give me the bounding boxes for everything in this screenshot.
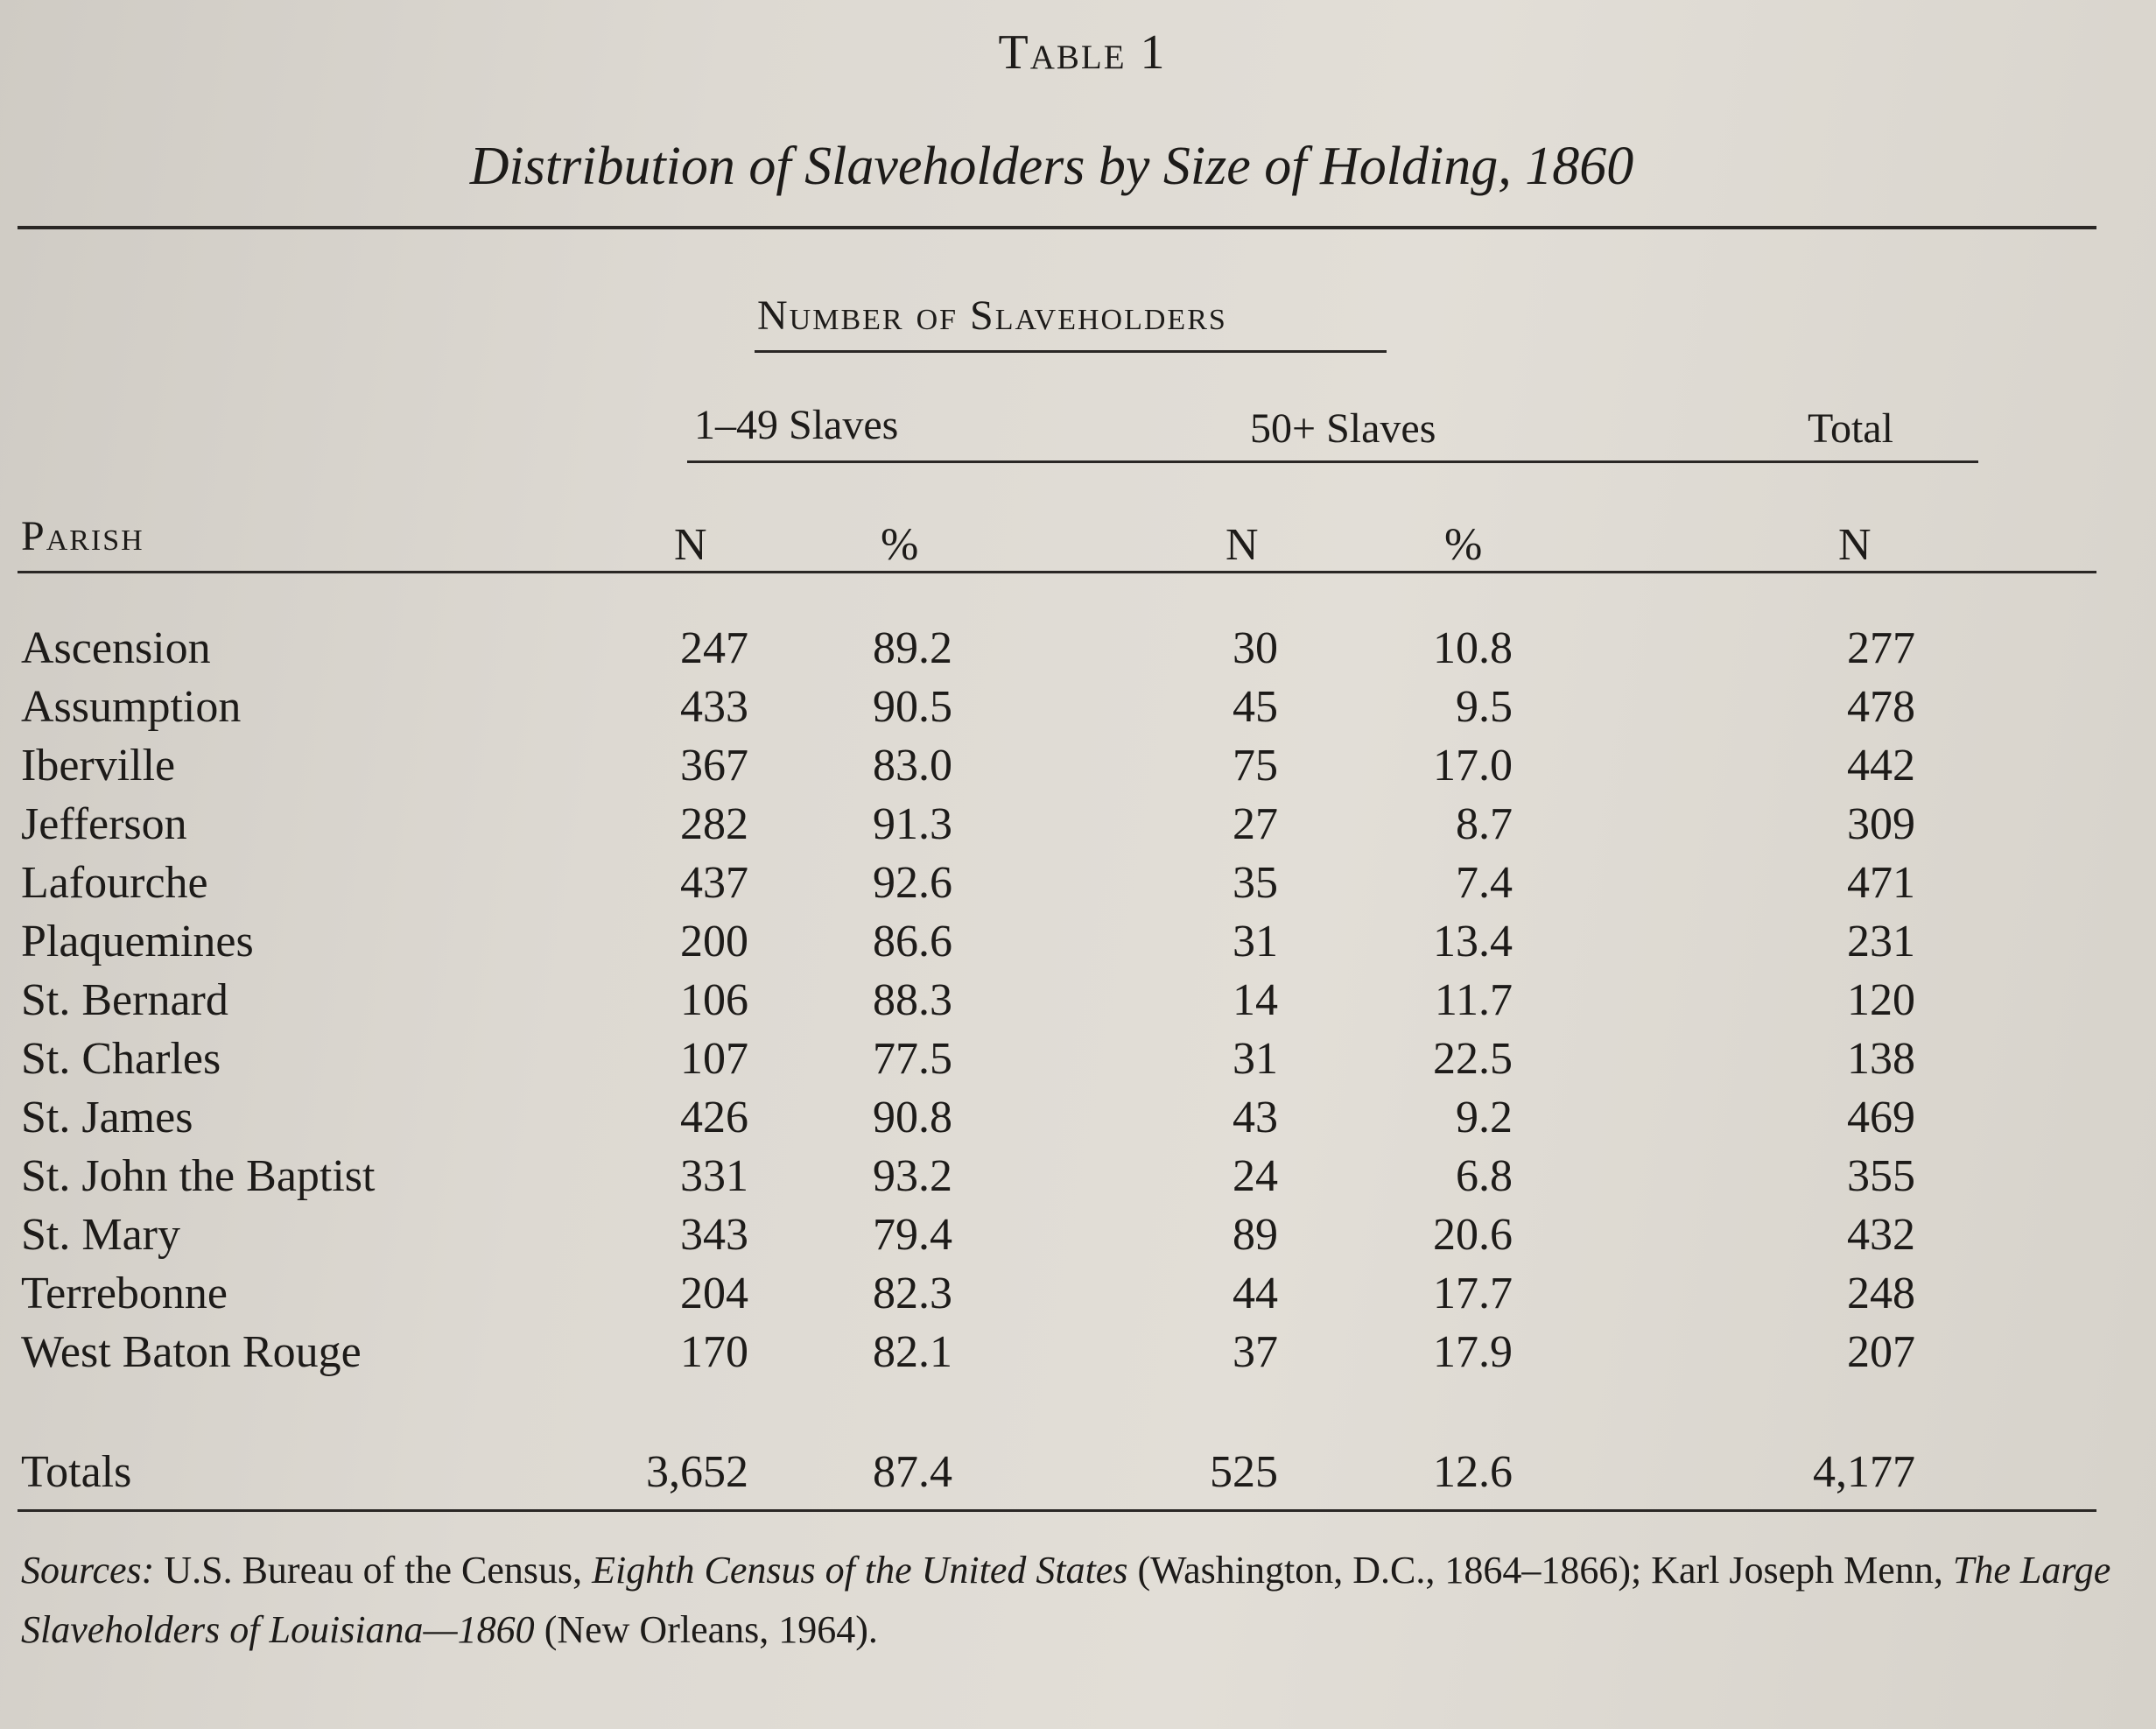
cell-n1: 367: [680, 741, 748, 791]
cell-totals-p1: 87.4: [873, 1447, 952, 1497]
cell-parish: Assumption: [21, 682, 242, 732]
sources-work-1: Eighth Census of the United States: [592, 1549, 1128, 1592]
table-row: [0, 854, 2156, 913]
cell-n2: 45: [1233, 682, 1278, 732]
cell-parish: Iberville: [21, 741, 176, 791]
table-row: [0, 619, 2156, 678]
cell-p1: 90.8: [873, 1093, 952, 1142]
cell-totals-n2: 525: [1210, 1447, 1278, 1497]
table-label: Table 1: [998, 25, 1167, 80]
cell-total: 207: [1847, 1327, 1915, 1377]
cell-n1: 106: [680, 975, 748, 1025]
col-n-2: N: [1225, 520, 1259, 570]
cell-total: 478: [1847, 682, 1915, 732]
cell-total: 469: [1847, 1093, 1915, 1142]
cell-parish: St. Bernard: [21, 975, 228, 1025]
cell-parish: St. Charles: [21, 1034, 221, 1084]
table-row: [0, 795, 2156, 854]
cell-total: 231: [1847, 917, 1915, 966]
sources-text-2: (Washington, D.C., 1864–1866); Karl Joseph Menn,: [1127, 1549, 1953, 1592]
cell-parish: Ascension: [21, 623, 211, 673]
group-header: Number of Slaveholders: [757, 292, 1227, 339]
col-group-total: Total: [1808, 405, 1893, 452]
col-n-total: N: [1838, 520, 1872, 570]
totals-row: [0, 1443, 2156, 1502]
table-row: [0, 1323, 2156, 1382]
cell-p1: 92.6: [873, 858, 952, 908]
cell-p1: 82.1: [873, 1327, 952, 1377]
sources-label: Sources:: [21, 1549, 155, 1592]
cell-n2: 27: [1233, 799, 1278, 849]
cell-p1: 77.5: [873, 1034, 952, 1084]
cell-n2: 31: [1233, 917, 1278, 966]
cell-n2: 43: [1233, 1093, 1278, 1142]
cell-p2: 9.5: [1456, 682, 1513, 732]
cell-p1: 89.2: [873, 623, 952, 673]
cell-p2: 9.2: [1456, 1093, 1513, 1142]
cell-p1: 79.4: [873, 1210, 952, 1260]
sources-text-3: (New Orleans, 1964).: [534, 1608, 878, 1651]
cell-parish: Lafourche: [21, 858, 208, 908]
col-pct-1: %: [881, 520, 919, 570]
cell-p2: 10.8: [1433, 623, 1513, 673]
cell-p2: 17.7: [1433, 1269, 1513, 1318]
cell-n2: 35: [1233, 858, 1278, 908]
sources-work-2: The Large Slaveholders of Louisiana—1860: [21, 1549, 2111, 1651]
cell-n1: 433: [680, 682, 748, 732]
cell-parish: St. John the Baptist: [21, 1151, 376, 1201]
cell-p2: 17.0: [1433, 741, 1513, 791]
table-row: [0, 736, 2156, 796]
cell-p2: 22.5: [1433, 1034, 1513, 1084]
cell-p2: 6.8: [1456, 1151, 1513, 1201]
cell-n2: 30: [1233, 623, 1278, 673]
col-parish: Parish: [21, 513, 144, 559]
cell-parish: West Baton Rouge: [21, 1327, 362, 1377]
col-n-1: N: [674, 520, 707, 570]
cell-n2: 89: [1233, 1210, 1278, 1260]
cell-total: 432: [1847, 1210, 1915, 1260]
cell-n2: 75: [1233, 741, 1278, 791]
cell-p2: 7.4: [1456, 858, 1513, 908]
cell-total: 138: [1847, 1034, 1915, 1084]
cell-n2: 14: [1233, 975, 1278, 1025]
cell-totals-label: Totals: [21, 1447, 132, 1497]
cell-parish: Terrebonne: [21, 1269, 228, 1318]
col-pct-2: %: [1444, 520, 1483, 570]
table-row: [0, 1147, 2156, 1206]
table-row: [0, 678, 2156, 737]
cell-n2: 37: [1233, 1327, 1278, 1377]
group-header-underline: [755, 350, 1387, 353]
table-title: Distribution of Slaveholders by Size of Holding, 1860: [469, 137, 1634, 196]
sources-text-1: U.S. Bureau of the Census,: [154, 1549, 593, 1592]
cell-n2: 31: [1233, 1034, 1278, 1084]
cell-n1: 247: [680, 623, 748, 673]
cell-parish: St. James: [21, 1093, 193, 1142]
table-row: [0, 971, 2156, 1030]
cell-n2: 44: [1233, 1269, 1278, 1318]
cell-n1: 107: [680, 1034, 748, 1084]
table-row: [0, 1088, 2156, 1148]
cell-p1: 86.6: [873, 917, 952, 966]
cell-p1: 90.5: [873, 682, 952, 732]
cell-parish: St. Mary: [21, 1210, 180, 1260]
cell-p1: 83.0: [873, 741, 952, 791]
cell-n1: 343: [680, 1210, 748, 1260]
cell-total: 120: [1847, 975, 1915, 1025]
cell-p2: 20.6: [1433, 1210, 1513, 1260]
cell-n1: 426: [680, 1093, 748, 1142]
sources-note: [21, 1541, 2122, 1660]
cell-n1: 331: [680, 1151, 748, 1201]
table-row: [0, 912, 2156, 972]
cell-p2: 8.7: [1456, 799, 1513, 849]
cell-totals-n1: 3,652: [646, 1447, 748, 1497]
cell-total: 309: [1847, 799, 1915, 849]
cell-n1: 282: [680, 799, 748, 849]
table-row: [0, 1030, 2156, 1089]
cell-p1: 82.3: [873, 1269, 952, 1318]
bottom-rule: [18, 1509, 2096, 1512]
cell-n1: 200: [680, 917, 748, 966]
cell-n1: 170: [680, 1327, 748, 1377]
cell-p2: 17.9: [1433, 1327, 1513, 1377]
cell-p1: 88.3: [873, 975, 952, 1025]
table-row: [0, 1264, 2156, 1324]
cell-parish: Plaquemines: [21, 917, 254, 966]
cell-totals-p2: 12.6: [1433, 1447, 1513, 1497]
col-group-underline: [687, 460, 1978, 463]
cell-p1: 93.2: [873, 1151, 952, 1201]
col-group-1-49: 1–49 Slaves: [694, 402, 899, 448]
header-bottom-rule: [18, 571, 2096, 573]
cell-p2: 11.7: [1434, 975, 1513, 1025]
cell-total: 277: [1847, 623, 1915, 673]
cell-n1: 437: [680, 858, 748, 908]
cell-total: 442: [1847, 741, 1915, 791]
cell-parish: Jefferson: [21, 799, 187, 849]
cell-totals-total: 4,177: [1813, 1447, 1915, 1497]
cell-n2: 24: [1233, 1151, 1278, 1201]
cell-total: 471: [1847, 858, 1915, 908]
cell-total: 355: [1847, 1151, 1915, 1201]
cell-p1: 91.3: [873, 799, 952, 849]
table-row: [0, 1205, 2156, 1265]
cell-n1: 204: [680, 1269, 748, 1318]
cell-total: 248: [1847, 1269, 1915, 1318]
cell-p2: 13.4: [1433, 917, 1513, 966]
top-rule: [18, 226, 2096, 229]
col-group-50-plus: 50+ Slaves: [1250, 405, 1436, 452]
